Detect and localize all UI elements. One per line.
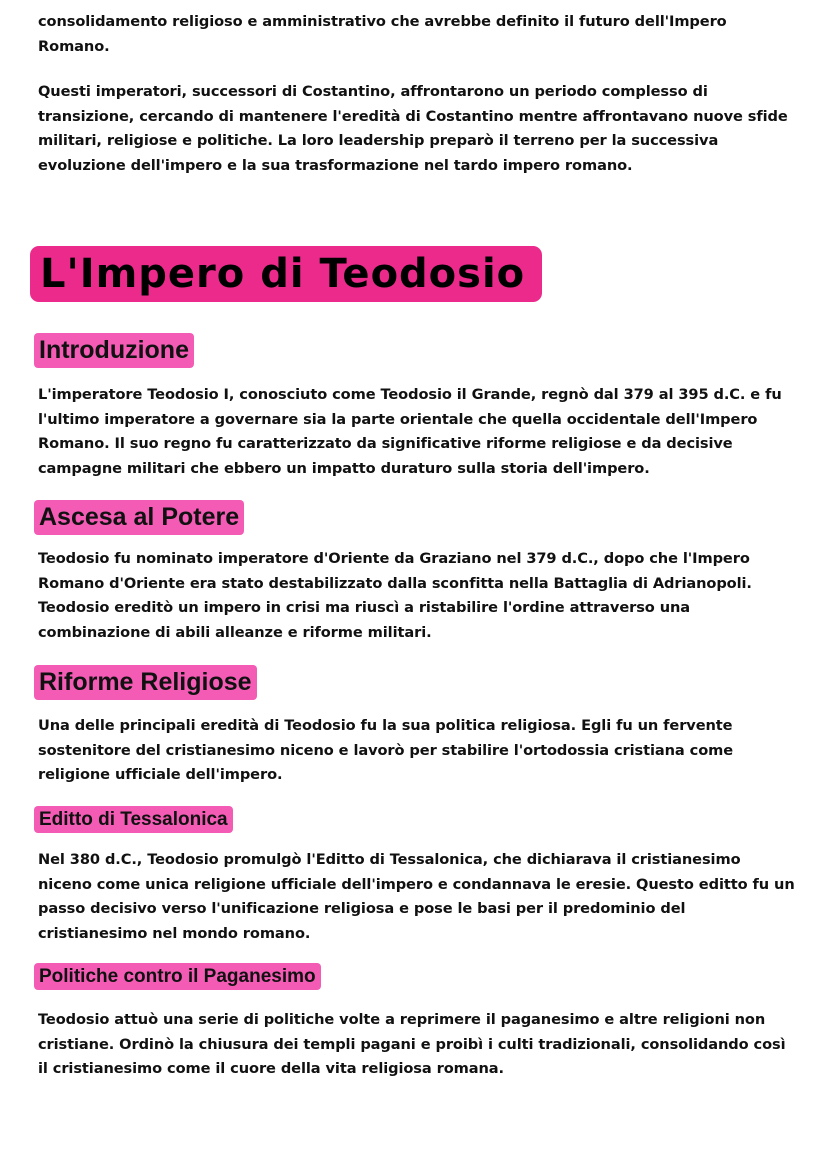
subsection-heading: Editto di Tessalonica	[34, 806, 233, 833]
paragraph: Teodosio attuò una serie di politiche volte a reprimere il paganesimo e altre religioni non cristiane. Ordinò la chiusura dei templi pagani e proibì i culti tradizionali, consolidando così il cristianesimo come il cuore della vita religiosa romana.	[38, 1011, 786, 1077]
paragraph: Nel 380 d.C., Teodosio promulgò l'Editto di Tessalonica, che dichiarava il cristianesimo niceno come unica religione ufficiale dell'impero e condannava le eresie. Questo editto fu un passo decisivo verso l'unificazione religiosa e pose le basi per il predominio del cristianesimo nel mondo romano.	[38, 851, 795, 942]
section-heading: Riforme Religiose	[34, 665, 257, 700]
paragraph: consolidamento religioso e amministrativo che avrebbe definito il futuro dell'Impero Romano.	[38, 13, 727, 55]
paragraph: Una delle principali eredità di Teodosio fu la sua politica religiosa. Egli fu un fervente sostenitore del cristianesimo niceno e lavorò per stabilire l'ortodossia cristiana come religione ufficiale dell'impero.	[38, 717, 734, 783]
subsection-heading: Politiche contro il Paganesimo	[34, 963, 321, 990]
section-heading: Ascesa al Potere	[34, 500, 244, 535]
paragraph: L'imperatore Teodosio I, conosciuto come Teodosio il Grande, regnò dal 379 al 395 d.C. e fu l'ultimo imperatore a governare sia la parte orientale che quella occidentale dell'Impero Romano. Il suo regno fu caratterizzato da significative riforme religiose e da decisive campagne militari che ebbero un impatto duraturo sulla storia dell'impero.	[38, 386, 782, 477]
paragraph: Teodosio fu nominato imperatore d'Oriente da Graziano nel 379 d.C., dopo che l'Impero Romano d'Oriente era stato destabilizzato dalla sconfitta nella Battaglia di Adrianopoli. Teodosio ereditò un impero in crisi ma riuscì a ristabilire l'ordine attraverso una combinazione di abili alleanze e riforme militari.	[38, 550, 752, 641]
section-heading: Introduzione	[34, 333, 194, 368]
page-title: L'Impero di Teodosio	[30, 246, 542, 302]
paragraph: Questi imperatori, successori di Costantino, affrontarono un periodo complesso di transizione, cercando di mantenere l'eredità di Costantino mentre affrontavano nuove sfide militari, religiose e politiche. La loro leadership preparò il terreno per la successiva evoluzione dell'impero e la sua trasformazione nel tardo impero romano.	[38, 83, 788, 174]
